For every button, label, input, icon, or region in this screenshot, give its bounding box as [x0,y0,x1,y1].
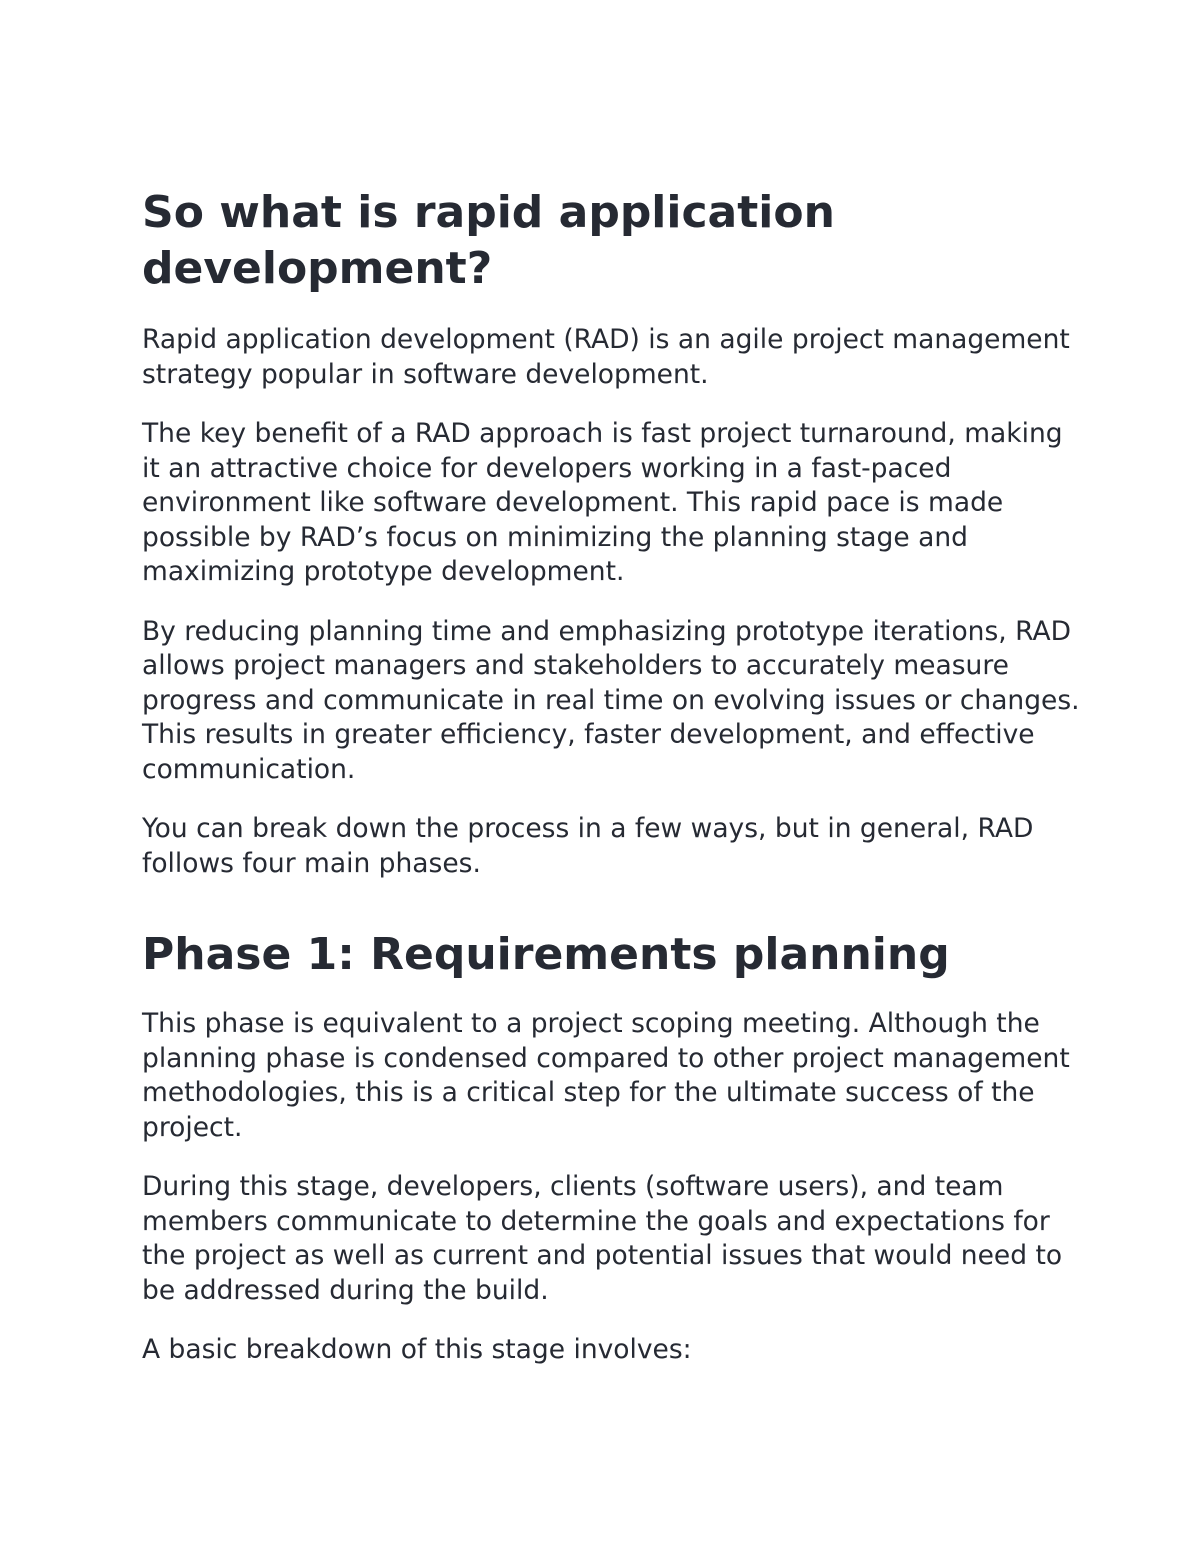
intro-paragraph-2: The key benefit of a RAD approach is fast project turnaround, making it an attractive choice for developers working in a fast-paced environment like software development. This rapid pace is made possible by RAD’s focus on minimizing the planning stage and maximizing prototype development. [142,418,1063,587]
intro-paragraph-3: By reducing planning time and emphasizing prototype iterations, RAD allows project managers and stakeholders to accurately measure progress and communicate in real time on evolving issues or changes. This results in greater efficiency, faster development, and effective communication. [142,615,1080,785]
intro-paragraph-4: You can break down the process in a few ways, but in general, RAD follows four main phases. [142,813,1034,879]
page-title: So what is rapid application development? [142,187,835,294]
phase-1-paragraph-2: During this stage, developers, clients (software users), and team members communicate to determine the goals and expectations for the project as well as current and potential issues that would need to be addressed during the build. [142,1171,1063,1306]
intro-paragraph-1: Rapid application development (RAD) is an agile project management strategy popular in software development. [142,324,1070,390]
phase-1-paragraph-3: A basic breakdown of this stage involves: [142,1334,692,1365]
document-page [142,185,1082,1393]
phase-1-paragraph-1: This phase is equivalent to a project scoping meeting. Although the planning phase is condensed compared to other project management methodologies, this is a critical step for the ultimate success of the project. [142,1008,1070,1143]
phase-1-heading: Phase 1: Requirements planning [142,929,950,980]
